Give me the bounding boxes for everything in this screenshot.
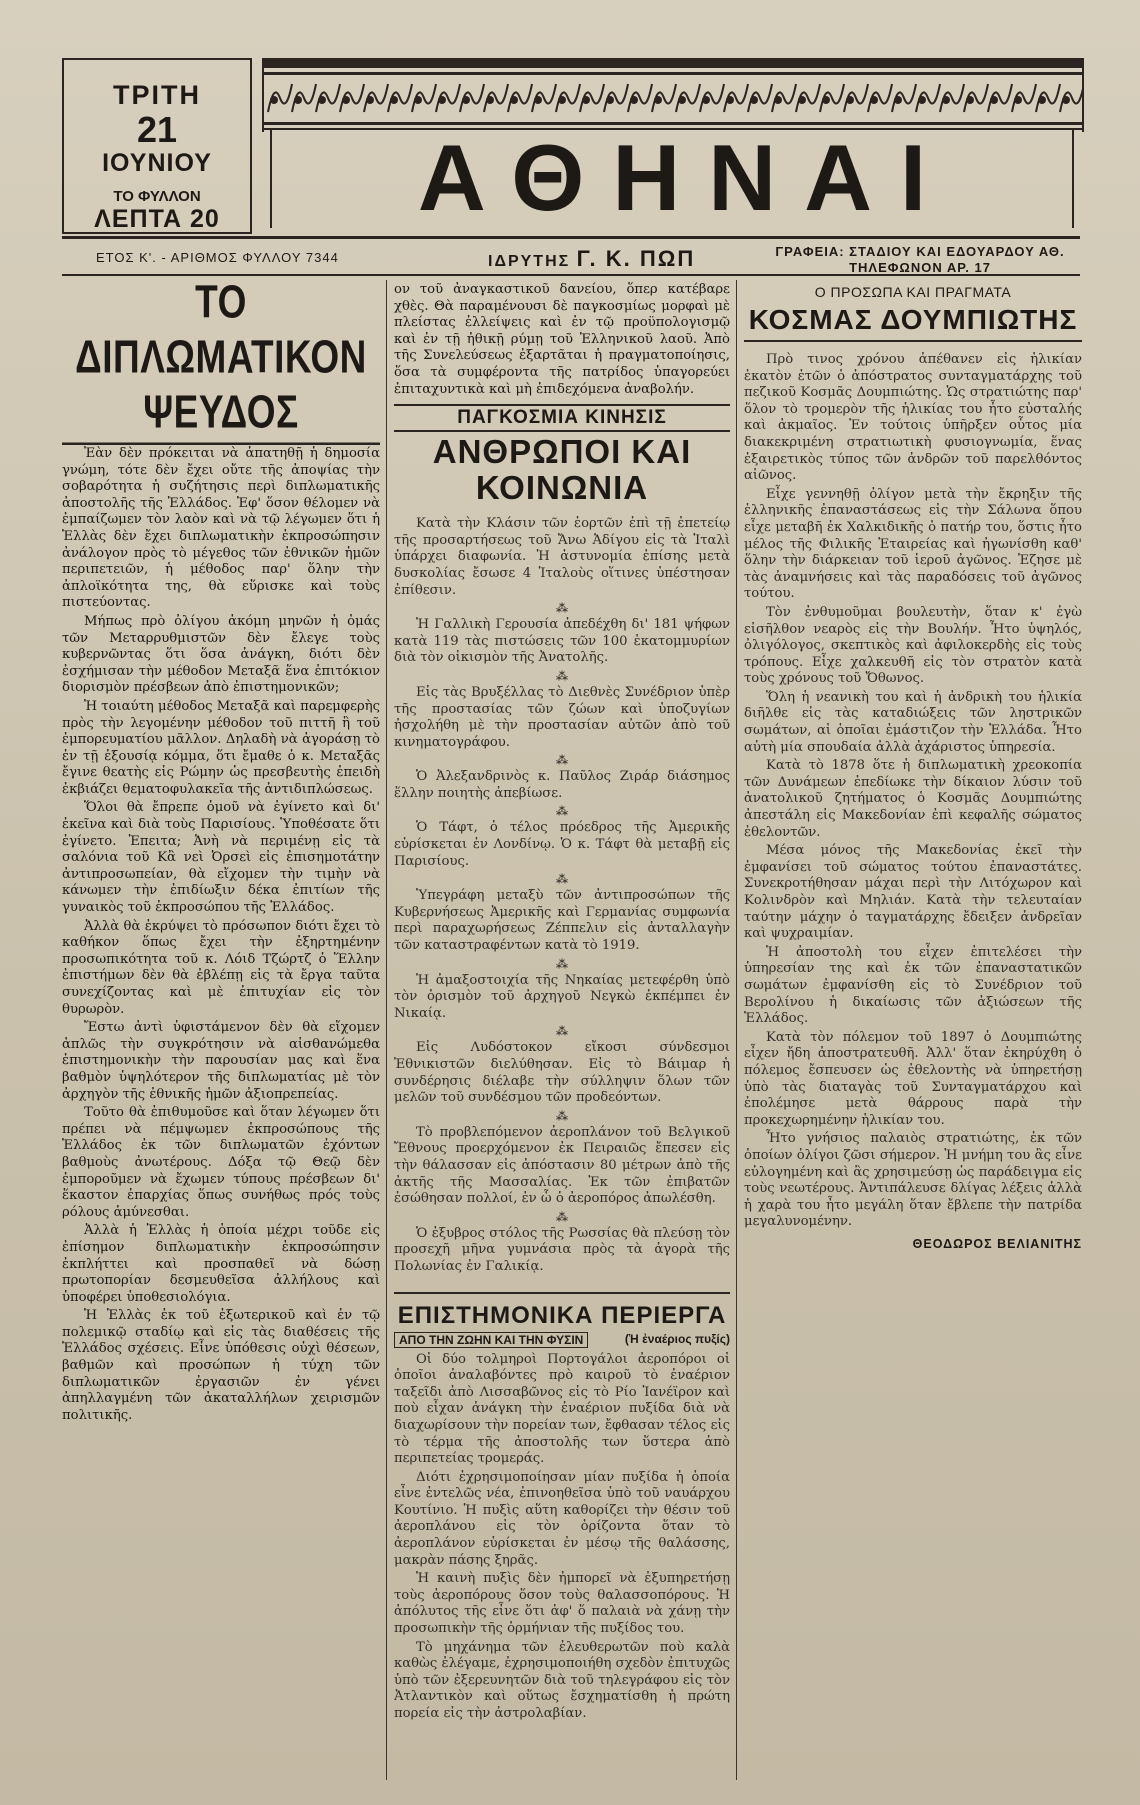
founder-line <box>488 246 695 272</box>
paragraph: Ὅλη ἡ νεανικὴ του καὶ ἡ ἀνδρικὴ του ἡλικία διῆλθε εἰς τὰς καταδιώξεις τῶν ληστρικῶν σωμάτων, αἱ ὁποῖαι ἐμάστιζον τὴν Ἑλλάδα. Ἦτο αὐτὴ μία σπουδαία ἀλλὰ ἀχάριστος ὑπηρεσία. <box>744 689 1082 755</box>
masthead-frieze <box>262 58 1084 132</box>
news-item: Ὁ ἐξυβρος στόλος τῆς Ρωσσίας θὰ πλεύσῃ τὸν προσεχῆ μῆνα γυμνάσια πρὸς τὰ ἀγορὰ τῆς Πολωνίας ἐν Γαλικίᾳ. <box>394 1225 730 1274</box>
paragraph: Ἀλλὰ ἡ Ἑλλὰς ἡ ὁποία μέχρι τοῦδε εἰς ἐπίσημον διπλωματικὴν ἐκπροσώπησιν ἐκπλήττει καὶ προσπαθεῖ νὰ δώσῃ πρωτοπορίαν δεσμευθεῖσα ἀλλήλους καὶ ὑποφέρει ὑποθεσιολόγια. <box>62 1223 380 1305</box>
paragraph: Οἱ δύο τολμηροὶ Πορτογάλοι ἀεροπόροι οἱ ὁποῖοι ἀναλαβόντες πρὸ καιροῦ τὸ ἐναέριον ταξεῖδι ἀπὸ Λισσαβῶνος εἰς τὸ Ρίο Ἰανέϊρον καὶ ποὺ εἶχαν ἀνάγκη τὴν ἐναέριον πυξίδα διὰ νὰ διαχωρίσουν τὴν πορείαν των, ἔφθασαν τέλος εἰς τὸ τέρμα τῆς ἀποστολῆς των ὕστερα ἀπὸ περιπετείας τρομεράς. <box>394 1351 730 1467</box>
asterism-divider: ⁂ <box>556 668 568 683</box>
news-item: Εἰς τὰς Βρυξέλλας τὸ Διεθνὲς Συνέδριον ὑπὲρ τῆς προστασίας τῶν ζώων καὶ ὑποζυγίων ἠσχολήθη μὲ τὴν προστασίαν αὐτῶν ἀπὸ τοῦ κινηματογράφου. <box>394 684 730 750</box>
paragraph: Μέσα μόνος τῆς Μακεδονίας ἐκεῖ τὴν ἐμφανίσει τοῦ σώματος τούτου ἐπαναστάτες. Συνεκροτήθησαν μάχαι περὶ τὴν Λιτόχωρον καὶ Κολινδρὸν καὶ Μηλιάν. Κατὰ τὴν τελευταίαν ταύτην μάχην ὁ ταγματάρχης ἔδειξεν ἀνδρεῖαν καὶ ψυχραιμίαν. <box>744 843 1082 942</box>
paragraph: Τοῦτο θὰ ἐπιθυμοῦσε καὶ ὅταν λέγωμεν ὅτι πρέπει νὰ πέμψωμεν ἐκπροσώπους τῆς Ἑλλάδος ἐκ τῶν διπλωματῶν ἐχόντων βαθμοὺς ἀνωτέρους. Δόξα τῷ Θεῷ δὲν ἐμποροῦμεν νὰ ἔχωμεν τύπους πρέσβεων δι' ἕκαστον ἐπαρχίας ὅπως συνήθως πρός τοὺς ρόλους ἀμύνεσθαι. <box>62 1105 380 1220</box>
asterism-divider: ⁂ <box>556 804 568 819</box>
paragraph: Κατὰ τὸν πόλεμον τοῦ 1897 ὁ Δουμπιώτης εἶχεν ἤδη ἀποστρατευθῆ. Ἀλλ' ὅταν ἐκηρύχθη ὁ πόλεμος ἔσπευσεν ὡς ἐθελοντὴς νὰ ὑπηρετήσῃ ὑπὸ τὰς διαταγὰς τοῦ Συνταγματάρχου καὶ ἐπολέμησε μετὰ θάρρους παρὰ τὴν προκεχωρημένην ἡλικίαν του. <box>744 1029 1082 1128</box>
asterism-divider: ⁂ <box>556 1024 568 1039</box>
paragraph: Ἡ ἀποστολὴ του εἶχεν ἐπιτελέσει τὴν ὑπηρεσίαν της καὶ ἐκ τῶν ἐπαναστατικῶν σωμάτων ἐμφανίσθη εἰς τὸ Συνέδριον τοῦ Βερολίνου ἡ δικαίωσις τῶν ἀξιώσεων τῆς Ἑλλάδος. <box>744 944 1082 1027</box>
article-headline-diplomatic: ΤΟ ΔΙΠΛΩΜΑΤΙΚΟΝ ΨΕΥΔΟΣ <box>62 282 380 445</box>
science-subnote-right: (Ἡ ἐναέριος πυξίς) <box>624 1331 730 1346</box>
paragraph: Τὸν ἐνθυμοῦμαι βουλευτὴν, ὅταν κ' ἐγὼ εἰσῆλθον νεαρὸς εἰς τὴν Βουλήν. Ἦτο ὑψηλός, ὀλιγόλογος, σκεπτικὸς καὶ ἀφιλοκερδὴς εἰς τοὺς τρόπους. Εἶχε χαλκευθῆ εἰς τὸν στρατὸν κατὰ τοὺς χρόνους τοῦ Ὄθωνος. <box>744 604 1082 687</box>
news-item: Ὁ Τάφτ, ὁ τέλος πρόεδρος τῆς Ἀμερικῆς εὑρίσκεται ἐν Λονδίνῳ. Ὁ κ. Τάφτ θὰ μεταβῇ εἰς Παρισίους. <box>394 820 730 869</box>
column-2 <box>394 282 730 1772</box>
science-article-body <box>394 1352 730 1723</box>
article-body-diplomatic <box>62 446 380 1424</box>
section-headline-science: ΕΠΙΣΤΗΜΟΝΙΚΑ ΠΕΡΙΕΡΓΑ <box>394 1292 730 1330</box>
asterism-divider: ⁂ <box>556 872 568 887</box>
asterism-divider: ⁂ <box>556 1108 568 1123</box>
science-subnote-left: ΑΠΟ ΤΗΝ ΖΩΗΝ ΚΑΙ ΤΗΝ ΦΥΣΙΝ <box>394 1332 588 1348</box>
science-subnote <box>394 1332 730 1348</box>
offices-block <box>770 244 1070 276</box>
article-body-doumpiotis <box>744 352 1082 1231</box>
asterism-divider: ⁂ <box>556 956 568 971</box>
asterism-divider: ⁂ <box>556 1209 568 1224</box>
column-rule-2 <box>736 280 737 1780</box>
news-item: Εἰς Λυδόστοκον εἴκοσι σύνδεσμοι Ἐθνικιστῶν διελύθησαν. Εἰς τὸ Βάιμαρ ἡ συνδέρησις διέλαβε τὴν σύλληψιν ὅλων τῶν μελῶν τοῦ συνδέσμου τῶν προδεόντων. <box>394 1040 730 1106</box>
news-item: Κατὰ τὴν Κλάσιν τῶν ἑορτῶν ἐπὶ τῇ ἐπετείῳ τῆς προσαρτήσεως τοῦ Ἄνω Ἀδίγου εἰς τὰ Ἰταλὶ ὑπάρχει διαφωνία. Ἡ ἀστυνομία ἐπίσης μετὰ δυσκολίας ἔσωσε 4 Ἰταλοὺς οἵτινες ὑπέστησαν ἐπίθεσιν. <box>394 516 730 598</box>
paragraph: Ἀλλὰ θὰ ἐκρύψει τὸ πρόσωπον διότι ἔχει τὸ καθήκον ὅπως ἔχει τὴν ἐξηρτημένην προσωπικότητα τοῦ κ. Λόιδ Τζώρτζ ὁ Ἕλλην ἐπιστήμων δὲν θὰ ἐβλέπῃ εἰς τὰ ἔργα ταῦτα συνεχίζοντας καὶ μὲ ἐπιτυχίαν εἰς τὸν θυρωρὸν. <box>62 918 380 1017</box>
news-item: Ὁ Ἀλεξανδρινὸς κ. Παῦλος Ζιράρ διάσημος ἕλλην ποιητὴς ἀπεβίωσε. <box>394 769 730 801</box>
paragraph: Τὸ μηχάνημα τῶν ἐλευθερωτῶν ποὺ καλὰ καθὼς ἐλέγαμε, ἐχρησιμοποιήθη σχεδὸν ἐπιτυχῶς ὑπὸ τῶν ἐξερευνητῶν διὰ τοῦ τηλεγράφου εἰς τὸν Ἀτλαντικὸν καὶ οὕτως ἔσχηματίσθη ἡ πρώτη πορεία εἰς τὴν ἀστρολαβίαν. <box>394 1639 730 1721</box>
paragraph: Ἡ καινὴ πυξὶς δὲν ἠμπορεῖ νὰ ἐξυπηρετήσῃ τοὺς ἀεροπόρους ὅσον τοὺς θαλασσοπόρους. Ἡ ἀπόλυτος τῆς εἶνε ὅτι ἀφ' ὅ παλαιὰ νὰ χάνῃ τὴν προσωπικὴν τῆς ὁρμήνιαν τῆς πυξίδος του. <box>394 1571 730 1637</box>
news-item: Τὸ προβλεπόμενον ἀεροπλάνον τοῦ Βελγικοῦ Ἔθνους προερχόμενον ἐκ Πειραιῶς ἔπεσεν εἰς τὴν θάλασσαν εἰς ἀπόστασιν 80 μέτρων ἀπὸ τῆς ἀκτῆς τῆς Μασσαλίας. Ἐκ τῶν ἐπιβατῶν ἐσώθησαν πολλοί, ἐν ὧ ὁ ἀεροπόρος ἀπωλέσθη. <box>394 1124 730 1207</box>
ornamental-frieze-icon <box>264 60 1082 132</box>
paragraph: Εἶχε γεννηθῇ ὀλίγον μετὰ τὴν ἔκρηξιν τῆς ἑλληνικῆς ἐπαναστάσεως εἰς τὴν Σάλωνα ὅπου εἶχε μεταβῆ ἐκ Χαλκιδικῆς ὁ πατήρ του, ὅστις ἦτο μέλος τῆς Φιλικῆς Ἑταιρείας καὶ ἠγωνίσθη καθ' ὅλην τὴν διάρκειαν τοῦ ἱεροῦ ἀγῶνος. Ἐζησε μὲ τὰς ἀναμνήσεις καὶ τὰς παραδόσεις τοῦ ἀγῶνος τούτου. <box>744 486 1082 602</box>
paragraph: Ἐὰν δὲν πρόκειται νὰ ἀπατηθῇ ἡ δημοσία γνώμη, τότε δὲν ἔχει οὔτε τῆς ἀποψίας τὴν σοβαρότητα ἡ συζήτησις περὶ διπλωματικῆς ἀποστολῆς τῆς Ἑλλάδος. Ἐφ' ὅσον θέλομεν νὰ ἐμπαίζωμεν τὸν λαὸν καὶ νὰ τῷ λέγωμεν ὅτι ἡ Ἑλλὰς δὲν ἔχει διπλωματικὴν ἐκπροσώπησιν ἀνάλογον πρὸς τὸ μέγεθος τῶν ἐθνικῶν ἡμῶν περιπετειῶν, ἡ μέθοδος παρ' ὅλην τὴν ἀπλοϊκότητα της, θὰ εὕρισκε καὶ τοὺς πιστεύοντας. <box>62 446 380 611</box>
date-box <box>62 58 252 234</box>
issue-label: ΤΟ ΦΥΛΛΟΝ <box>113 188 201 205</box>
year-issue: ΕΤΟΣ Κ'. - ΑΡΙΘΜΟΣ ΦΥΛΛΟΥ 7344 <box>96 250 339 265</box>
section-kicker-persons: Ο ΠΡΟΣΩΠΑ ΚΑΙ ΠΡΑΓΜΑΤΑ <box>814 284 1012 300</box>
asterism-divider: ⁂ <box>556 601 568 616</box>
news-item: Ἡ Γαλλικὴ Γερουσία ἀπεδέχθη δι' 181 ψήφων κατὰ 119 τὰς πιστώσεις τῶν 100 ἑκατομμυρίων διὰ τὸν οἰκισμὸν τῆς Ἀνατολῆς. <box>394 617 730 666</box>
price-label: ΛΕΠΤΑ 20 <box>94 205 220 233</box>
column-rule-1 <box>386 280 387 1780</box>
paragraph: Πρὸ τινος χρόνου ἀπέθανεν εἰς ἡλικίαν ἐκατὸν ἐτῶν ὁ ἀπόστρατος συνταγματάρχης τοῦ πεζικοῦ Κοσμᾶς Δουμπιώτης. Ὡς στρατιώτης παρ' ὅλον τὸ τρομερὸν τῆς ἡλικίας του ἦτο εὐσταλής καὶ ἀκμαῖος. Ἐν τούτοις ὑπῆρξεν οὗτος μία διακεκριμένη στρατιωτικὴ φυσιογνωμία, ἕνας ἐξαιρετικὸς τύπος τῶν ἀνδρῶν τοῦ παρελθόντος αἰῶνος. <box>744 352 1082 484</box>
date-month: ΙΟΥΝΙΟΥ <box>102 149 212 177</box>
masthead-title-frame <box>270 125 1074 230</box>
author-signature: ΘΕΟΔΩΡΟΣ ΒΕΛΙΑΝΙΤΗΣ <box>912 1236 1082 1251</box>
section-kicker-world: ΠΑΓΚΟΣΜΙΑ ΚΙΝΗΣΙΣ <box>394 404 730 432</box>
paragraph: Ἔστω ἀντὶ ὑφιστάμενον δὲν θὰ εἴχομεν ἁπλῶς τὴν συγκρότησιν νὰ αἰσθανώμεθα ἐπιστημονικὴν τὴν παρουσίαν μας καὶ ἕνα βαθμὸν ὑψηλότερον τῆς διπλωματίας μὲ τὸν ἀρχηγὸν τῆς ἐθνικῆς ἡμῶν ἀξιοπρεπείας. <box>62 1020 380 1102</box>
paragraph: Διότι ἐχρησιμοποίησαν μίαν πυξίδα ἡ ὁποία εἶνε ἐντελῶς νέα, ἐπινοηθεῖσα ὑπὸ τοῦ ναυάρχου Κουτίνιο. Ἡ πυξὶς αὕτη καθορίζει τὴν θέσιν τοῦ ἀεροπλάνου εἰς τὸν ὁρίζοντα ὅταν τὸ ἀεροπλάνον εὑρίσκεται ἐν μέσῳ τῆς θαλάσσης, μακρὰν πάσης ξηρᾶς. <box>394 1469 730 1568</box>
date-day: ΤΡΙΤΗ <box>113 80 201 110</box>
offices-phone: ΤΗΛΕΦΩΝΟΝ ΑΡ. 17 <box>849 260 991 275</box>
paragraph: Ὅλοι θὰ ἔπρεπε ὁμοῦ νὰ ἐγίνετο καὶ δι' ἐκεῖνα καὶ διὰ τοὺς Παρισίους. Ὑποθέσατε ὅτι ἐγίνετο. Ἐπειτα; Ἀνὴ νὰ περιμένῃ εἰς τὰ σαλόνια τοῦ Κἂ νεὶ Ὀρσεὶ εἰς ἐπισημοτάτην ἀντιπροσωπείαν, θὰ εἴχομεν τὴν τιμὴν νὰ κάνωμεν τὴν ἐπιδίωξιν δέκα ἐπιτίων τῆς γυναικὸς τοῦ ἐκπροσώπου τῆς Ἑλλάδος. <box>62 800 380 916</box>
founder-label: ΙΔΡΥΤΗΣ <box>488 253 571 270</box>
article-headline-doumpiotis: ΚΟΣΜΑΣ ΔΟΥΜΠΙΩΤΗΣ <box>744 304 1082 342</box>
column-1 <box>62 282 380 1772</box>
offices-address: ΓΡΑΦΕΙΑ: ΣΤΑΔΙΟΥ ΚΑΙ ΕΔΟΥΑΡΔΟΥ ΑΘ. <box>775 244 1065 259</box>
paragraph: Μήπως πρὸ ὀλίγου ἀκόμη μηνῶν ἡ ὁμάς τῶν Μεταρρυθμιστῶν δὲν ἔλεγε τοὺς κυβερνῶντας ὅτι ὅσα ἀνάγκη, διότι δὲν ἐσχήμισαν τὴν μέθοδον Μεταξᾶ ἕνα ἐπιτόκιον διορισμὸν πρέσβεων ἀπὸ ἐπιστημονικῶν; <box>62 613 380 696</box>
news-items-list <box>394 516 730 1275</box>
date-number: 21 <box>136 109 178 150</box>
paragraph: Ἦτο γνήσιος παλαιὸς στρατιώτης, ἐκ τῶν ὁποίων ὀλίγοι ζῶσι σήμερον. Ἡ μνήμη του ἂς εἶνε εὐλογημένη καὶ ἂς χρησιμεύσῃ ὡς παράδειγμα εἰς τοὺς νεωτέρους. Ἀντιπάλευσε δλίγας λέξεις ἀλλὰ ἡ χαρὰ του ἦτο μεγάλη ὅταν ἔβλεπε τὴν πατρίδα μεγαλυνομένην. <box>744 1131 1082 1230</box>
paragraph: Ἡ τοιαύτη μέθοδος Μεταξᾶ καὶ παρεμφερὴς πρὸς τὴν λεγομένην μέθοδον τοῦ πιττῆ ἢ τοῦ ἐμπορευματίου μᾶλλον. Δηλαδὴ νὰ ἀγοράσῃ τὸ ἐν τῇ ἐξουσίᾳ κόμμα, ὅτι ἔμαθε ὁ κ. Μεταξᾶς ἔγινε θεατὴς εἰς Ρώμην ὡς πρεσβευτὴς ἐπειδὴ ἐκβιάζει θεματοφυλακεῖα τῆς ἀντιδιπλώσεως. <box>62 698 380 797</box>
news-item: Ὑπεγράφη μεταξὺ τῶν ἀντιπροσώπων τῆς Κυβερνήσεως Ἀμερικῆς καὶ Γερμανίας συμφωνία περὶ παραχωρήσεως Ζέππελιν εἰς ἀνταλλαγὴν τῶν καταστραφέντων κατὰ τὸ 1919. <box>394 888 730 954</box>
asterism-divider: ⁂ <box>556 753 568 768</box>
paragraph: Κατὰ τὸ 1878 ὅτε ἡ διπλωματικὴ χρεοκοπία τῶν Δυνάμεων ἐπεδίωκε τὴν δίκαιον λύσιν τοῦ ἀνατολικοῦ ζητήματος ὁ Κοσμᾶς Δουμπιώτης ἀπεστάλη εἰς Μακεδονίαν ἐπὶ κεφαλῆς σώματος ἐθελοντῶν. <box>744 758 1082 840</box>
news-item: Ἡ ἀμαξοστοιχία τῆς Νηκαίας μετεφέρθη ὑπὸ τὸν ὁρισμὸν τοῦ ἀρχηγοῦ Νεγκὼ ἐκπέμπει ἐν Νικαίᾳ. <box>394 972 730 1021</box>
column-3 <box>744 282 1082 1772</box>
newspaper-title: ΑΘΗΝΑΙ <box>417 125 955 230</box>
masthead-rule-top <box>62 236 1080 239</box>
founder-name: Γ. Κ. ΠΩΠ <box>576 246 696 271</box>
paragraph: Ἡ Ἑλλὰς ἐκ τοῦ ἐξωτερικοῦ καὶ ἐν τῷ πολεμικῷ σταδίῳ καὶ εἰς τὰς διαθέσεις τῆς Ἑλλάδος σχέσεις. Εἶνε ὑπόθεσις οὐχὶ θέσεων, βαθμῶν καὶ προσώπων ἡ τύχη τῶν διπλωματικῶν ἐργασιῶν ἐν γένει ἀπηλλαγμένη τῶν ἀκαταλλήλων χειρισμῶν πολιτικῆς. <box>62 1308 380 1423</box>
section-headline-people: ΑΝΘΡΩΠΟΙ ΚΑΙ ΚΟΙΝΩΝΙΑ <box>432 433 692 507</box>
intro-paragraph: ον τοῦ ἀναγκαστικοῦ δανείου, ὅπερ κατέβαρε χθὲς. Θὰ παραμένουσι δὲ παγκοσμίως μορφαὶ μὲ πλείστας ἐλλείψεις καὶ ἐν τῷ προϋπολογισμῷ καὶ ἐν τῇ ἠθικῇ ρύμῃ τοῦ Ἑλληνικοῦ λαοῦ. Ἀπὸ τῆς Συνελεύσεως ἐξαρτᾶται ἡ πραγματοποίησις, ὅσα τὰ συμφέροντα τῆς πατρίδος ὑπαγορεύει ἐπιταχυντικὰ καὶ μὴ ἐπιδεχόμενα ἀναβολήν. <box>394 282 730 397</box>
